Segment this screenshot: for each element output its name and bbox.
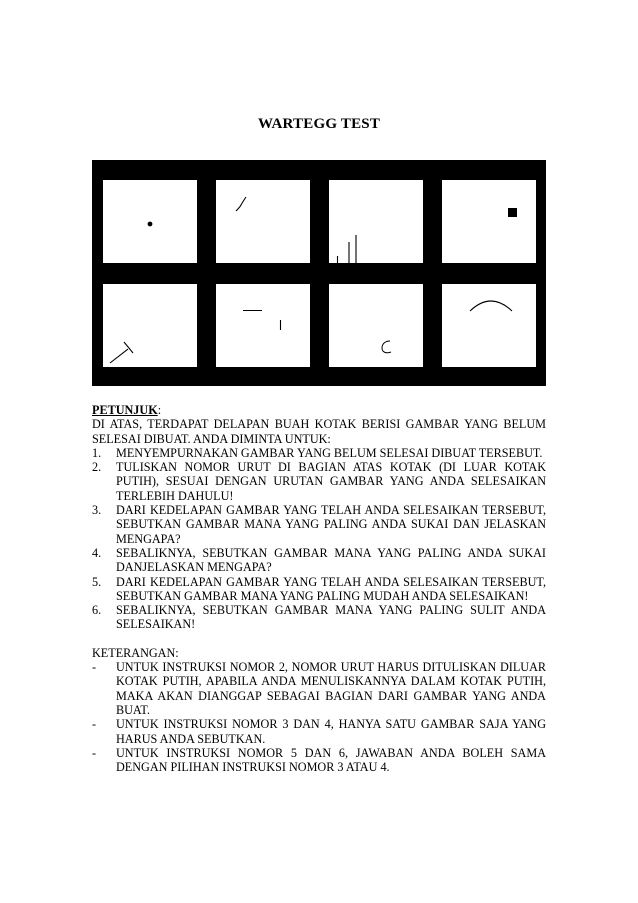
instruction-item: 5. DARI KEDELAPAN GAMBAR YANG TELAH ANDA SELESAIKAN TERSEBUT, SEBUTKAN GAMBAR MANA YANG PALING MUDAH ANDA SELESAIKAN!: [92, 574, 546, 603]
note-item: - UNTUK INSTRUKSI NOMOR 3 DAN 4, HANYA SATU GAMBAR SAJA YANG HARUS ANDA SEBUTKAN.: [92, 717, 546, 746]
instruction-item: 1. MENYEMPURNAKAN GAMBAR YANG BELUM SELESAI DIBUAT TERSEBUT.: [92, 445, 543, 460]
diagonal-line-stimulus: [103, 284, 197, 367]
instructions-intro: DI ATAS, TERDAPAT DELAPAN BUAH KOTAK BERISI GAMBAR YANG BELUM SELESAI DIBUAT. ANDA DIMINTA UNTUK:: [92, 417, 546, 446]
wartegg-box-7[interactable]: [329, 284, 423, 367]
instruction-item: 4. SEBALIKNYA, SEBUTKAN GAMBAR MANA YANG PALING ANDA SUKAI DANJELASKAN MENGAPA?: [92, 545, 546, 575]
wartegg-box-1[interactable]: [103, 180, 197, 263]
instructions-heading: PETUNJUK:: [92, 403, 162, 417]
wavy-line-stimulus: [216, 180, 310, 263]
wartegg-box-6[interactable]: [216, 284, 310, 367]
wartegg-board: [92, 160, 546, 386]
instructions-section: [92, 403, 546, 774]
wartegg-box-5[interactable]: [103, 284, 197, 367]
instruction-item: 6. SEBALIKNYA, SEBUTKAN GAMBAR MANA YANG PALING SULIT ANDA SELESAIKAN!: [92, 603, 546, 632]
wartegg-box-2[interactable]: [216, 180, 310, 263]
hook-curve-stimulus: [329, 284, 423, 367]
notes-heading: KETERANGAN:: [92, 645, 179, 660]
two-dashes-stimulus: [216, 284, 310, 367]
dot-stimulus: [103, 180, 197, 263]
wartegg-box-8[interactable]: [442, 284, 536, 367]
wartegg-box-4[interactable]: [442, 180, 536, 263]
instruction-item: 2. TULISKAN NOMOR URUT DI BAGIAN ATAS KOTAK (DI LUAR KOTAK PUTIH), SESUAI DENGAN URUTAN GAMBAR YANG ANDA SELESAIKAN TERLEBIH DAHULU!: [92, 460, 546, 503]
wartegg-box-3[interactable]: [329, 180, 423, 263]
note-item: - UNTUK INSTRUKSI NOMOR 5 DAN 6, JAWABAN ANDA BOLEH SAMA DENGAN PILIHAN INSTRUKSI NOMOR 3 ATAU 4.: [92, 745, 546, 775]
instruction-item: 3. DARI KEDELAPAN GAMBAR YANG TELAH ANDA SELESAIKAN TERSEBUT, SEBUTKAN GAMBAR MANA YANG PALING ANDA SUKAI DAN JELASKAN MENGAPA?: [92, 503, 546, 546]
page-title: WARTEGG TEST: [257, 116, 381, 132]
arc-stimulus: [442, 284, 536, 367]
three-vertical-lines-stimulus: [329, 180, 423, 263]
note-item: - UNTUK INSTRUKSI NOMOR 2, NOMOR URUT HARUS DITULISKAN DILUAR KOTAK PUTIH, APABILA ANDA MENULISKANNYA DALAM KOTAK PUTIH, MAKA AKAN DIANGGAP SEBAGAI BAGIAN DARI GAMBAR YANG ANDA BUAT.: [92, 660, 546, 717]
black-square-stimulus: [442, 180, 536, 263]
